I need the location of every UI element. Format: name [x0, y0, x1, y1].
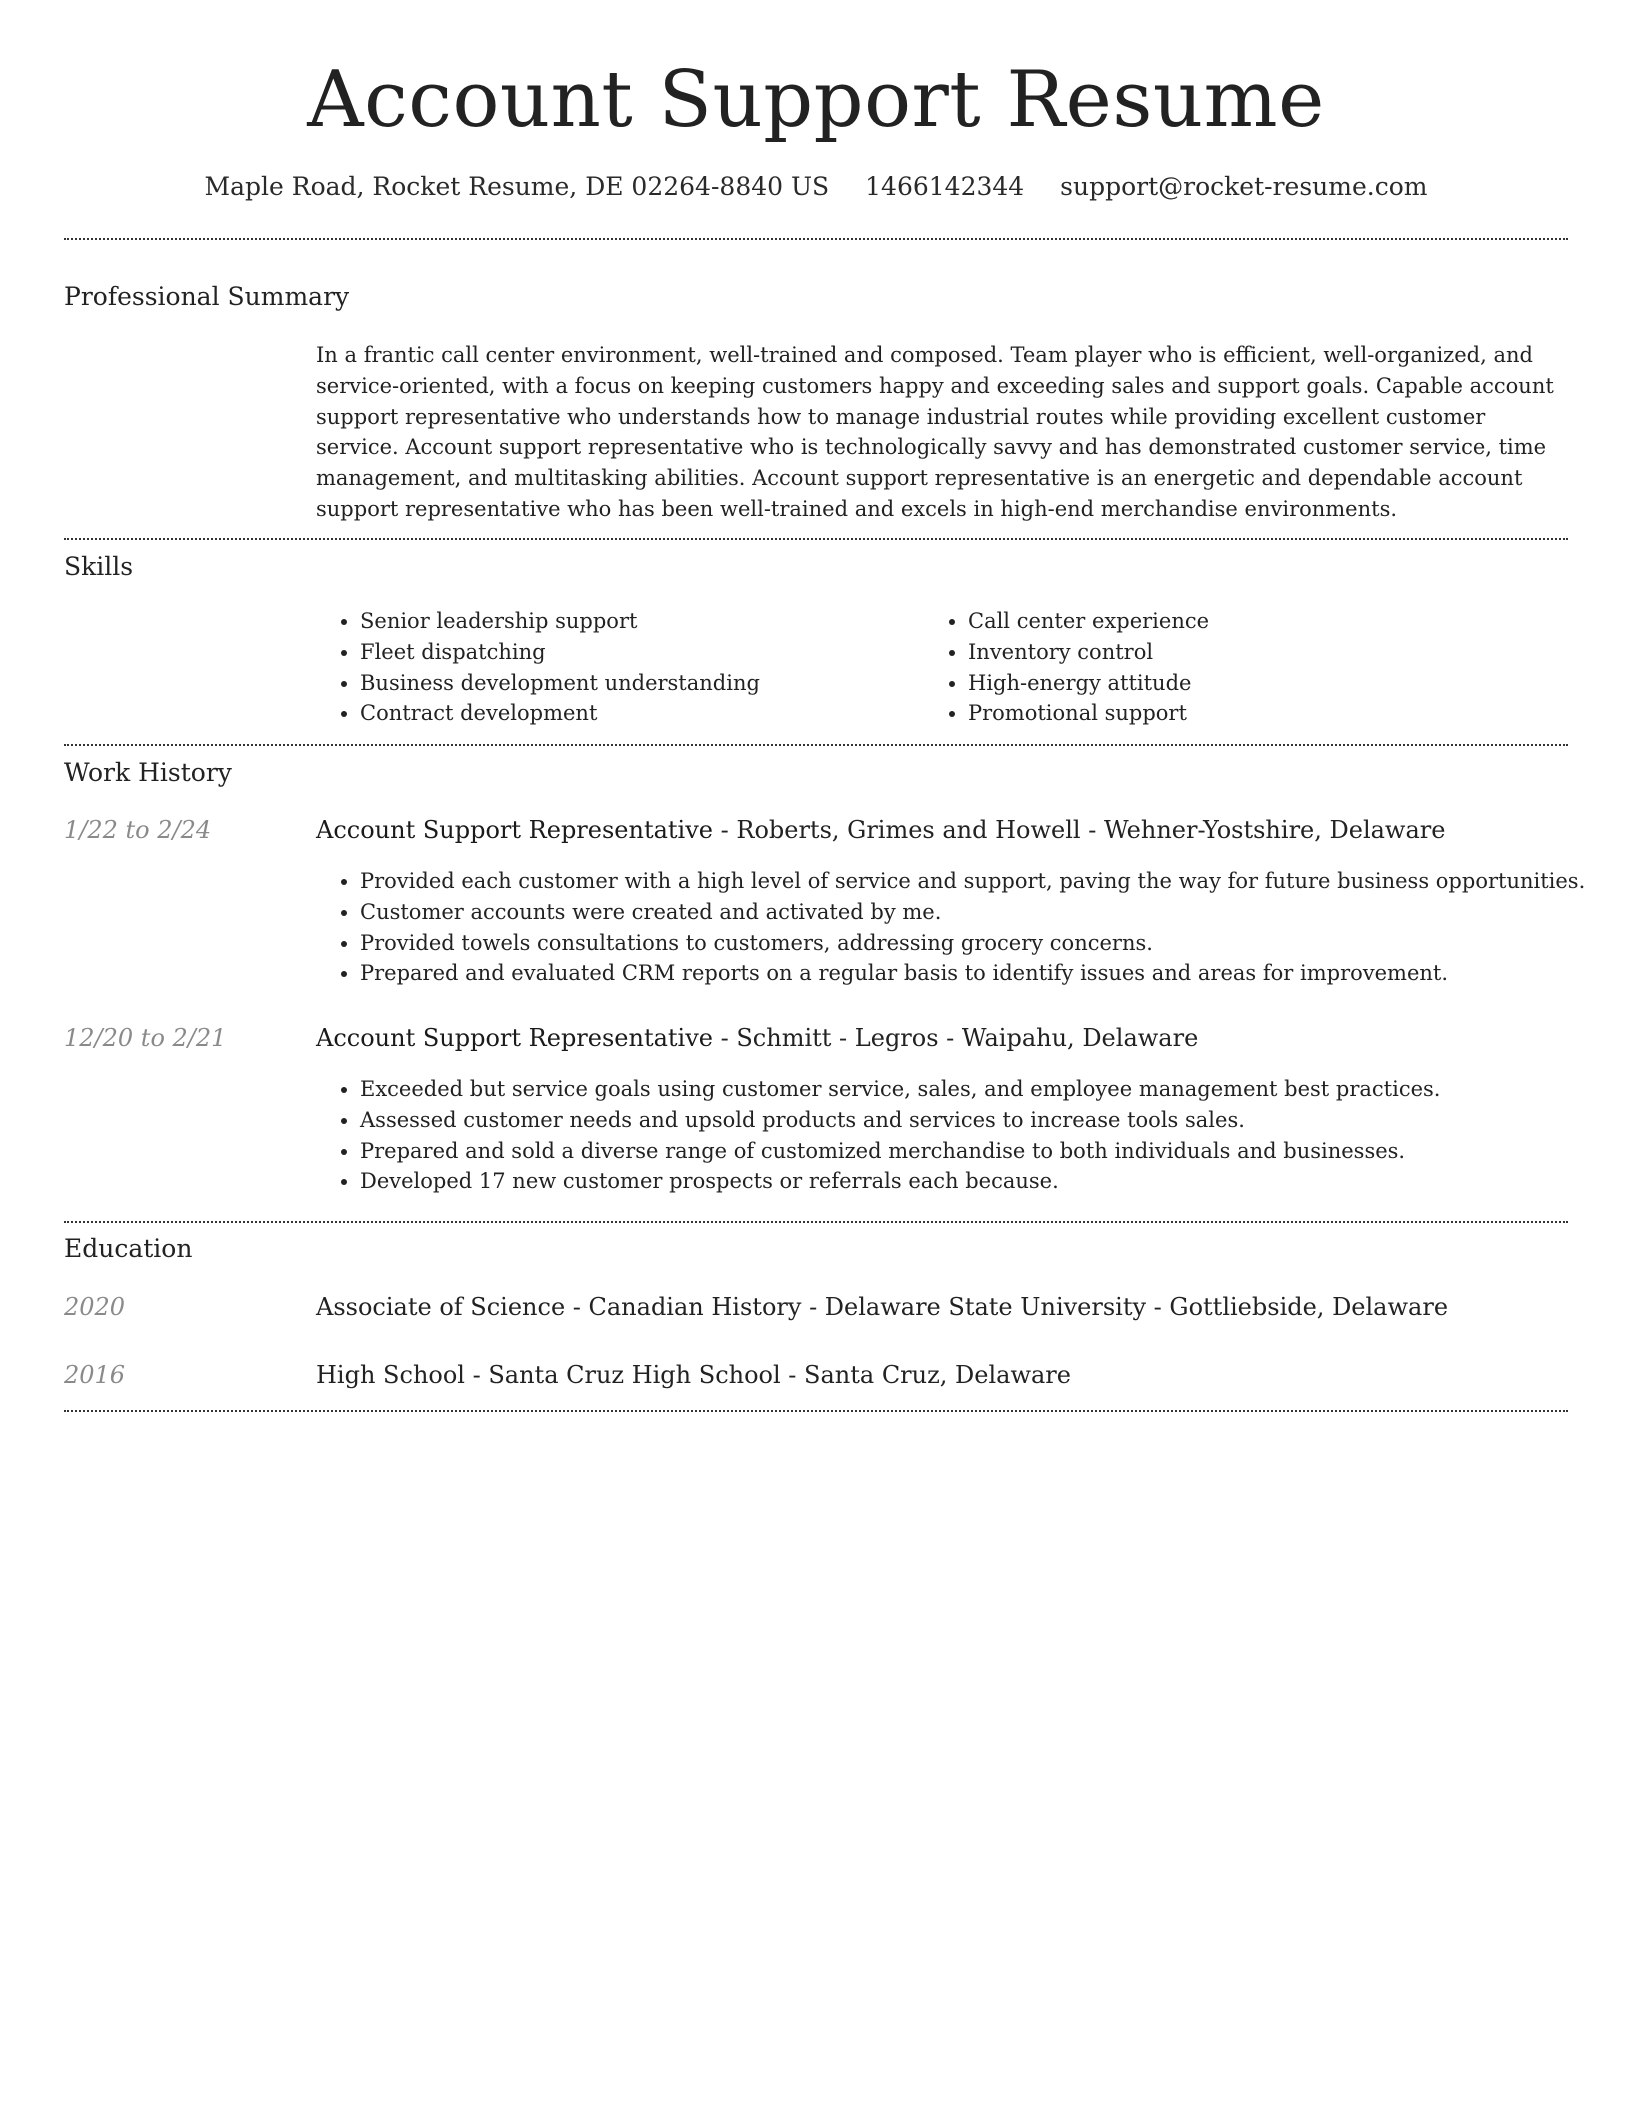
- job-role: Account Support Representative: [316, 816, 713, 844]
- contact-address: Maple Road, Rocket Resume, DE 02264-8840 US: [204, 172, 830, 201]
- section-title-education: Education: [64, 1234, 193, 1263]
- job-bullets: [316, 1074, 1612, 1197]
- section-title-skills: Skills: [64, 552, 134, 581]
- job-bullet: • Provided towels consultations to customers, addressing grocery concerns.: [360, 928, 1612, 959]
- job-role: Account Support Representative: [316, 1024, 713, 1052]
- skill-item: • Business development understanding: [360, 668, 920, 699]
- job-heading: [316, 813, 1445, 847]
- job-bullet: • Developed 17 new customer prospects or referrals each because.: [360, 1166, 1612, 1197]
- contact-line: [0, 170, 1632, 204]
- education-year: 2016: [64, 1361, 126, 1389]
- job-heading: [316, 1021, 1198, 1055]
- job-dates: 12/20 to 2/21: [64, 1024, 227, 1052]
- job-employer: - Roberts, Grimes and Howell - Wehner-Yostshire, Delaware: [713, 816, 1446, 844]
- skills-list-left: [316, 606, 920, 729]
- divider: [64, 744, 1568, 746]
- summary-text: In a frantic call center environment, well-trained and composed. Team player who is efficient, well-organized, and service-oriented, with a focus on keeping customers happy and exceeding sales and support goals. Capable account support representative who understands how to manage industrial routes while providing excellent customer service. Account support representative who is technologically savvy and has demonstrated customer service, time management, and multitasking abilities. Account support representative is an energetic and dependable account support representative who has been well-trained and excels in high-end merchandise environments.: [316, 343, 1554, 521]
- education-entry: [316, 1290, 1448, 1324]
- job-bullet: • Assessed customer needs and upsold products and services to increase tools sales.: [360, 1105, 1612, 1136]
- skill-item: • Inventory control: [968, 637, 1568, 668]
- contact-email: support@rocket-resume.com: [1060, 172, 1428, 201]
- education-year: 2020: [64, 1293, 126, 1321]
- skill-item: • Contract development: [360, 698, 920, 729]
- job-bullet: • Provided each customer with a high level of service and support, paving the way for future business opportunities.: [360, 866, 1612, 897]
- education-degree: High School: [316, 1361, 465, 1389]
- divider: [64, 1221, 1568, 1223]
- education-school: - Santa Cruz High School - Santa Cruz, Delaware: [464, 1361, 1071, 1389]
- divider: [64, 238, 1568, 240]
- job-bullet: • Prepared and sold a diverse range of customized merchandise to both individuals and businesses.: [360, 1136, 1612, 1167]
- job-bullet: • Exceeded but service goals using customer service, sales, and employee management best practices.: [360, 1074, 1612, 1105]
- job-bullet: • Customer accounts were created and activated by me.: [360, 897, 1612, 928]
- job-employer: - Schmitt - Legros - Waipahu, Delaware: [713, 1024, 1199, 1052]
- education-entry: [316, 1358, 1071, 1392]
- resume-title: Account Support Resume: [307, 55, 1325, 145]
- skill-item: • Promotional support: [968, 698, 1568, 729]
- education-degree: Associate of Science - Canadian History: [316, 1293, 802, 1321]
- job-dates: 1/22 to 2/24: [64, 816, 212, 844]
- skills-list-right: [924, 606, 1568, 729]
- contact-phone: 1466142344: [865, 172, 1025, 201]
- job-bullets: [316, 866, 1612, 989]
- skill-item: • Fleet dispatching: [360, 637, 920, 668]
- skill-item: • High-energy attitude: [968, 668, 1568, 699]
- section-title-summary: Professional Summary: [64, 282, 350, 311]
- skill-item: • Call center experience: [968, 606, 1568, 637]
- skill-item: • Senior leadership support: [360, 606, 920, 637]
- divider: [64, 538, 1568, 540]
- divider: [64, 1410, 1568, 1412]
- section-title-work: Work History: [64, 758, 232, 787]
- education-school: - Delaware State University - Gottliebside, Delaware: [801, 1293, 1449, 1321]
- job-bullet: • Prepared and evaluated CRM reports on a regular basis to identify issues and areas for improvement.: [360, 958, 1612, 989]
